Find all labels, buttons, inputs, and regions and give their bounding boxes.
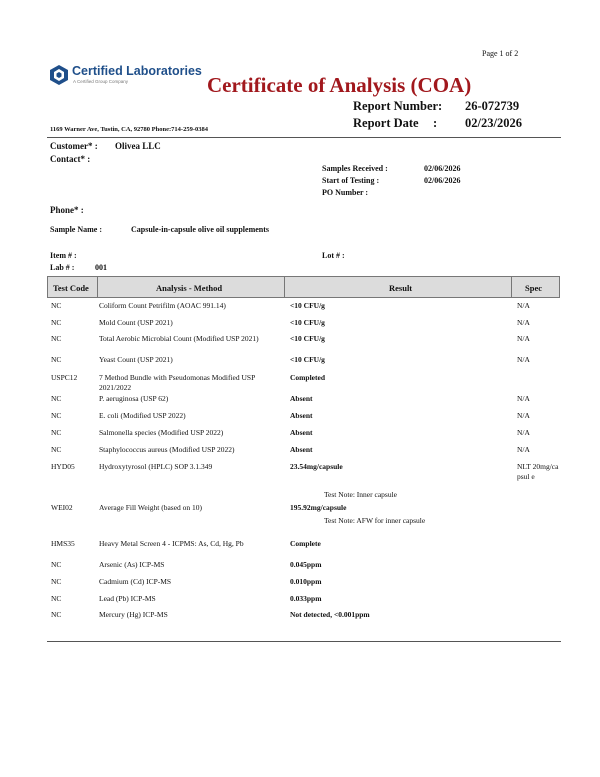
- header-test-code: Test Code: [53, 283, 89, 293]
- row-4-result: <10 CFU/g: [290, 355, 325, 364]
- row-8-result: Absent: [290, 428, 313, 437]
- document-title: Certificate of Analysis (COA): [207, 73, 472, 97]
- header-divider-1: [97, 277, 98, 297]
- row-15-code: NC: [51, 594, 62, 603]
- customer-value: Olivea LLC: [115, 141, 161, 151]
- report-date-colon: :: [433, 116, 438, 130]
- row-1-method: Coliform Count Petrifilm (AOAC 991.14): [99, 301, 226, 310]
- row-6-code: NC: [51, 394, 62, 403]
- page-number: Page 1 of 2: [482, 49, 519, 58]
- row-10-code: HYD05: [51, 462, 75, 471]
- header-divider-2: [284, 277, 285, 297]
- contact-label: Contact* :: [50, 154, 91, 164]
- po-number-label: PO Number :: [322, 188, 369, 197]
- start-testing-value: 02/06/2026: [424, 176, 461, 185]
- header-divider: [47, 137, 561, 138]
- row-7-code: NC: [51, 411, 62, 420]
- footer-divider: [47, 641, 561, 642]
- row-2-result: <10 CFU/g: [290, 318, 325, 327]
- row-1-spec: N/A: [517, 301, 530, 310]
- row-14-method: Cadmium (Cd) ICP-MS: [99, 577, 172, 586]
- table-header: [47, 276, 560, 298]
- row-3-method: Total Aerobic Microbial Count (Modified USP 2021): [99, 334, 259, 343]
- row-13-result: 0.045ppm: [290, 560, 322, 569]
- row-10-spec: NLT 20mg/capsul e: [517, 462, 559, 481]
- phone-label: Phone* :: [50, 205, 84, 215]
- logo-tagline: A Certified Group Company: [73, 79, 129, 84]
- row-10-result: 23.54mg/capsule: [290, 462, 343, 471]
- row-6-result: Absent: [290, 394, 313, 403]
- row-11-test-note: Test Note: AFW for inner capsule: [324, 516, 426, 525]
- customer-label: Customer* :: [50, 141, 98, 151]
- row-4-code: NC: [51, 355, 62, 364]
- row-13-code: NC: [51, 560, 62, 569]
- header-spec: Spec: [525, 283, 542, 293]
- row-6-spec: N/A: [517, 394, 530, 403]
- row-6-method: P. aeruginosa (USP 62): [99, 394, 169, 403]
- row-12-code: HMS35: [51, 539, 75, 548]
- row-2-spec: N/A: [517, 318, 530, 327]
- row-5-code: USPC12: [51, 373, 78, 382]
- row-9-result: Absent: [290, 445, 313, 454]
- row-11-result: 195.92mg/capsule: [290, 503, 347, 512]
- row-16-method: Mercury (Hg) ICP-MS: [99, 610, 168, 619]
- row-2-code: NC: [51, 318, 62, 327]
- row-1-result: <10 CFU/g: [290, 301, 325, 310]
- row-11-method: Average Fill Weight (based on 10): [99, 503, 203, 512]
- lab-address: 1169 Warner Ave, Tustin, CA, 92780 Phone:714-259-0384: [50, 126, 208, 133]
- row-7-result: Absent: [290, 411, 313, 420]
- sample-name-value: Capsule-in-capsule olive oil supplements: [131, 225, 270, 234]
- row-4-method: Yeast Count (USP 2021): [99, 355, 173, 364]
- row-9-method: Staphylococcus aureus (Modified USP 2022): [99, 445, 235, 454]
- row-8-method: Salmonella species (Modified USP 2022): [99, 428, 224, 437]
- certified-labs-logo-icon: [48, 64, 70, 86]
- lab-label: Lab # :: [50, 263, 75, 272]
- samples-received-label: Samples Received :: [322, 164, 388, 173]
- row-3-result: <10 CFU/g: [290, 334, 325, 343]
- row-7-spec: N/A: [517, 411, 530, 420]
- row-15-result: 0.033ppm: [290, 594, 322, 603]
- header-analysis-method: Analysis - Method: [156, 283, 223, 293]
- row-14-result: 0.010ppm: [290, 577, 322, 586]
- row-12-result: Complete: [290, 539, 321, 548]
- sample-name-label: Sample Name :: [50, 225, 102, 234]
- start-testing-label: Start of Testing :: [322, 176, 380, 185]
- report-number-value: 26-072739: [465, 99, 520, 113]
- header-result: Result: [389, 283, 413, 293]
- row-13-method: Arsenic (As) ICP-MS: [99, 560, 165, 569]
- row-8-code: NC: [51, 428, 62, 437]
- row-1-code: NC: [51, 301, 62, 310]
- lot-label: Lot # :: [322, 251, 345, 260]
- row-9-code: NC: [51, 445, 62, 454]
- row-8-spec: N/A: [517, 428, 530, 437]
- row-14-code: NC: [51, 577, 62, 586]
- row-9-spec: N/A: [517, 445, 530, 454]
- row-5-result: Completed: [290, 373, 325, 382]
- row-11-code: WEI02: [51, 503, 73, 512]
- item-label: Item # :: [50, 251, 77, 260]
- lab-value: 001: [95, 263, 107, 272]
- row-10-test-note: Test Note: Inner capsule: [324, 490, 397, 499]
- company-logo: [48, 64, 218, 92]
- row-16-code: NC: [51, 610, 62, 619]
- report-date-value: 02/23/2026: [465, 116, 522, 130]
- samples-received-value: 02/06/2026: [424, 164, 461, 173]
- header-divider-3: [511, 277, 512, 297]
- row-5-method: 7 Method Bundle with Pseudomonas Modified USP 2021/2022: [99, 373, 255, 392]
- row-12-method: Heavy Metal Screen 4 - ICPMS: As, Cd, Hg, Pb: [99, 539, 244, 548]
- row-3-code: NC: [51, 334, 62, 343]
- row-3-spec: N/A: [517, 334, 530, 343]
- logo-name: Certified Laboratories: [72, 64, 202, 78]
- report-date-label: Report Date: [353, 116, 419, 130]
- report-number-label: Report Number:: [353, 99, 443, 113]
- row-10-method: Hydroxytyrosol (HPLC) SOP 3.1.349: [99, 462, 213, 471]
- row-4-spec: N/A: [517, 355, 530, 364]
- row-2-method: Mold Count (USP 2021): [99, 318, 173, 327]
- row-15-method: Lead (Pb) ICP-MS: [99, 594, 156, 603]
- row-7-method: E. coli (Modified USP 2022): [99, 411, 186, 420]
- row-16-result: Not detected, <0.001ppm: [290, 610, 370, 619]
